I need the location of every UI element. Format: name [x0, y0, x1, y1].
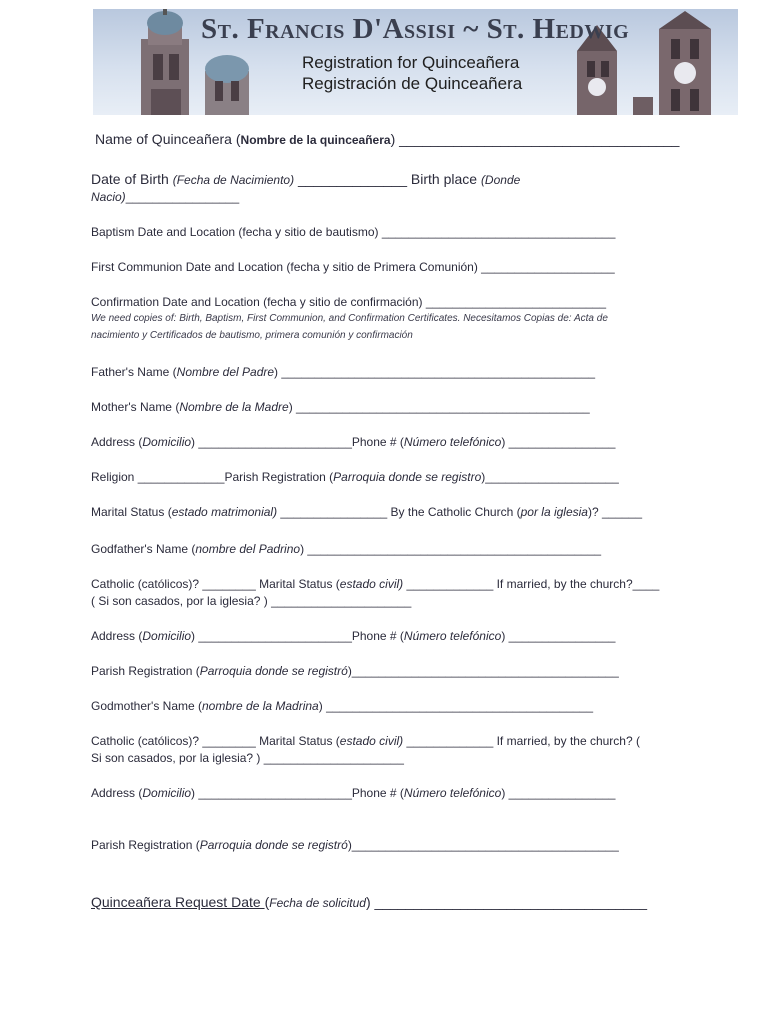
birthplace-es2: Nacio) — [91, 190, 126, 204]
blank: _____________ If married, by the church?____ — [403, 577, 660, 591]
field-confirmation[interactable]: Confirmation Date and Location (fecha y sitio de confirmación) ___________________________ — [91, 295, 607, 309]
label: Godmother's Name ( — [91, 699, 202, 713]
field-godmother-catholic[interactable] — [91, 734, 640, 748]
parish-es: Parroquia donde se registro — [333, 470, 482, 484]
label: Godfather's Name ( — [91, 542, 196, 556]
header-banner — [93, 9, 738, 115]
label: Catholic (católicos)? ________ Marital Status ( — [91, 734, 340, 748]
blank: _____________ If married, by the church? ( — [403, 734, 640, 748]
religion-label: Religion _____________ — [91, 470, 225, 484]
field-godfather-catholic[interactable] — [91, 577, 659, 591]
blank: )________________________________________ — [347, 664, 619, 678]
label-es: (Fecha de Nacimiento) — [172, 173, 295, 187]
label-es: estado matrimonial) — [171, 505, 278, 519]
parish-label: Parish Registration ( — [224, 470, 334, 484]
label: Catholic (católicos)? ________ Marital Status ( — [91, 577, 340, 591]
label-es: Nombre del Padre — [176, 365, 275, 379]
label-es: Parroquia donde se registró — [199, 838, 348, 852]
label-es: nombre de la Madrina — [202, 699, 319, 713]
label: Marital Status ( — [91, 505, 172, 519]
phone-label: Phone # ( — [351, 786, 404, 800]
phone-blank: ) ________________ — [501, 629, 616, 643]
label-es: Parroquia donde se registró — [199, 664, 348, 678]
phone-blank: ) ________________ — [501, 435, 616, 449]
field-father-name[interactable] — [91, 365, 595, 379]
blank: ) _______________________ — [191, 629, 352, 643]
paren: ( — [264, 894, 270, 910]
blank: ) _______________________________________________ — [274, 365, 596, 379]
field-address-phone-2[interactable] — [91, 629, 615, 643]
birthplace-es: (Donde — [480, 173, 521, 187]
phone-blank: ) ________________ — [501, 786, 616, 800]
label: Father's Name ( — [91, 365, 177, 379]
phone-es: Número telefónico — [403, 629, 502, 643]
label: Parish Registration ( — [91, 838, 200, 852]
banner-subtitle-es: Registración de Quinceañera — [302, 74, 523, 93]
label: Quinceañera Request Date — [91, 894, 265, 910]
church-label: By the Catholic Church ( — [390, 505, 521, 519]
blank: _________________ — [125, 190, 240, 204]
church-blank: )? ______ — [587, 505, 643, 519]
label: Address ( — [91, 435, 143, 449]
label: Address ( — [91, 629, 143, 643]
field-godfather-name[interactable] — [91, 542, 601, 556]
blank: ________________ — [277, 505, 391, 519]
field-parish-registration-3[interactable] — [91, 838, 619, 852]
field-birthplace[interactable] — [91, 190, 239, 204]
banner-subtitle-en: Registration for Quinceañera — [302, 53, 520, 72]
label-es: nombre del Padrino — [195, 542, 301, 556]
field-religion-parish[interactable] — [91, 470, 619, 484]
field-marital-status[interactable] — [91, 505, 642, 519]
field-first-communion[interactable]: First Communion Date and Location (fecha y sitio de Primera Comunión) ____________________ — [91, 260, 615, 274]
field-date-of-birth[interactable] — [91, 171, 520, 187]
label-es: Fecha de solicitud — [269, 896, 366, 910]
parish-blank: )____________________ — [481, 470, 619, 484]
label: Date of Birth — [91, 171, 173, 187]
field-address-phone-1[interactable] — [91, 435, 615, 449]
field-parish-registration-2[interactable] — [91, 664, 619, 678]
label-es: estado civil) — [339, 734, 404, 748]
phone-es: Número telefónico — [403, 435, 502, 449]
phone-label: Phone # ( — [351, 435, 404, 449]
field-godmother-name[interactable] — [91, 699, 593, 713]
field-request-date[interactable] — [91, 894, 647, 910]
banner-title: St. Francis D'Assisi ~ St. Hedwig — [201, 13, 630, 45]
label-es: Nombre de la quinceañera — [240, 133, 391, 147]
church-es: por la iglesia — [520, 505, 588, 519]
blank: ) ________________________________________ — [318, 699, 594, 713]
blank: ______________ — [294, 171, 411, 187]
label: Mother's Name ( — [91, 400, 180, 414]
field-baptism[interactable]: Baptism Date and Location (fecha y sitio de bautismo) ___________________________________ — [91, 225, 616, 239]
label: Address ( — [91, 786, 143, 800]
birthplace-label: Birth place — [410, 171, 481, 187]
field-quinceanera-name[interactable] — [95, 131, 679, 147]
label-es: Domicilio — [142, 629, 192, 643]
blank: ) _______________________ — [191, 786, 352, 800]
blank: ) ___________________________________ — [365, 894, 648, 910]
phone-label: Phone # ( — [351, 629, 404, 643]
label-es: Domicilio — [142, 435, 192, 449]
label: Parish Registration ( — [91, 664, 200, 678]
blank: ) ____________________________________ — [390, 131, 680, 147]
blank: )________________________________________ — [347, 838, 619, 852]
certificates-note-line2: nacimiento y Certificados de bautismo, primera comunión y confirmación — [91, 330, 413, 341]
field-godmother-church[interactable]: Si son casados, por la iglesia? ) _____________________ — [91, 751, 404, 765]
blank: ) _______________________ — [191, 435, 352, 449]
label-es: Nombre de la Madre — [179, 400, 289, 414]
field-address-phone-3[interactable] — [91, 786, 615, 800]
phone-es: Número telefónico — [403, 786, 502, 800]
label: Name of Quinceañera ( — [95, 131, 241, 147]
field-godfather-church[interactable]: ( Si son casados, por la iglesia? ) _____________________ — [91, 594, 412, 608]
certificates-note-line1: We need copies of: Birth, Baptism, First Communion, and Confirmation Certificates. Necesitamos Copias de: Acta de — [91, 313, 608, 324]
blank: ) ____________________________________________ — [300, 542, 602, 556]
label-es: estado civil) — [339, 577, 404, 591]
field-mother-name[interactable] — [91, 400, 590, 414]
blank: ) ____________________________________________ — [288, 400, 590, 414]
label-es: Domicilio — [142, 786, 192, 800]
